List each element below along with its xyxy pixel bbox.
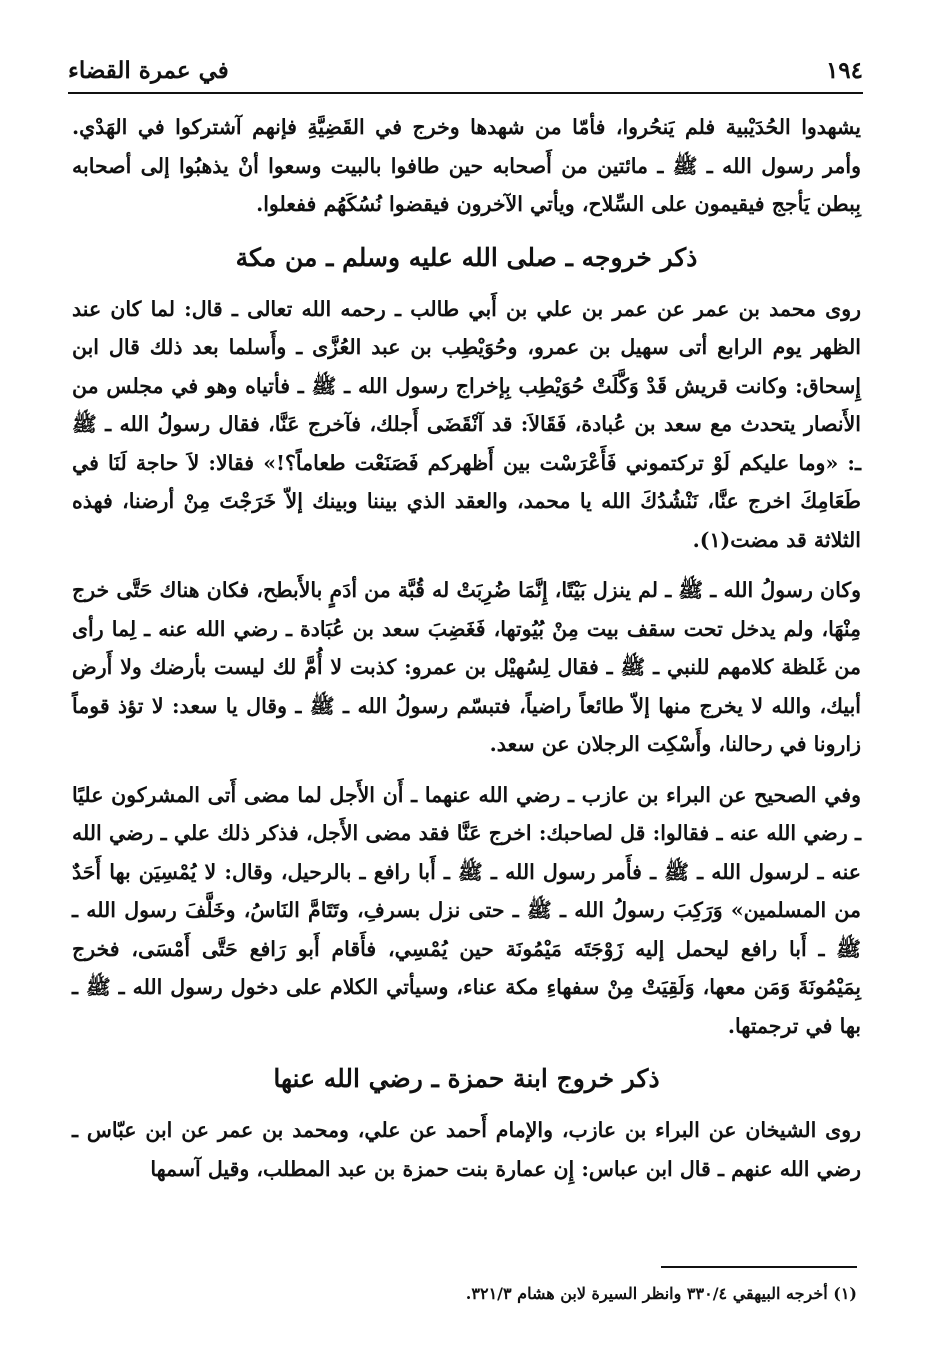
paragraph-departure-2: وكان رسولُ الله ـ ﷺ ـ لم ينزل بَيْتًا، إِنَّمَا ضُرِبَتْ له قُبَّة من أدَمٍ بالأَبطح، فكان هناك حَتَّى خرج مِنْهَا، ولم يدخل تحت سقف بيت مِنْ بُيُوتها، فَغَضِبَ سعد بن عُبَادة ـ رضي الله عنه ـ لِما رأى من غَلظة كلامهم للنبي ـ ﷺ ـ فقال لِسُهيْل بن عمرو: كذبت لا أُمَّ لك ليست بأرضك ولا أَرض أبيك، والله لا يخرج منها إلاّ طائعاً راضياً، فتبسّم رسولُ الله ـ ﷺ ـ وقال يا سعد: لا تؤذ قوماً زارونا في رحالنا، وأَسْكِت الرجلان عن سعد. — [72, 578, 861, 756]
section-heading-departure: ذكر خروجه ـ صلى الله عليه وسلم ـ من مكة — [235, 242, 698, 272]
page-header — [68, 48, 863, 94]
paragraph-hamza-daughter: روى الشيخان عن البراء بن عازب، والإمام أَحمد عن علي، ومحمد بن عمر عن ابن عبّاس ـ رضي الله عنهم ـ قال ابن عباس: إِن عمارة بنت حمزة بن عبد المطلب، وقيل آسمها — [72, 1118, 861, 1181]
page-body — [72, 108, 861, 1200]
section-heading-hamza-daughter: ذكر خروج ابنة حمزة ـ رضي الله عنها — [273, 1064, 660, 1093]
paragraph-departure-3: وفي الصحيح عن البراء بن عازب ـ رضي الله عنهما ـ أَن الأَجل لما مضى أَتى المشركون عليًا ـ رضي الله عنه ـ فقالوا: قل لصاحبك: اخرج عَنَّا فقد مضى الأَجل، فذكر ذلك علي ـ رضي الله عنه ـ لرسول الله ـ ﷺ ـ فأَمر رسول الله ـ ﷺ ـ أَبا رافع ـ بالرحيل، وقال: لا يُمْسِيَن بها أَحَدٌ من المسلمين» وَرَكِبَ رسولُ الله ـ ﷺ ـ حتى نزل بسرفِ، وتَتَامَّ النَاسُ، وخَلَّفَ رسول الله ـ ﷺ ـ أَبا رافع ليحمل إليه زَوْجَتَه مَيْمُونَة حين يُمْسِي، فأَقام أَبو رَافع حَتَّى أَمْسَى، فخرج بِمَيْمُونَةَ وَمَن معها، وَلَقِيَتْ مِنْ سفهاءِ مكة عناء، وسيأتي الكلام على دخول رسول الله ـ ﷺ ـ بها في ترجمتها. — [72, 782, 861, 1038]
paragraph-departure-1: روى محمد بن عمر عن عمر بن علي بن أَبي طالب ـ رحمه الله تعالى ـ قال: لما كان عند الظهر يوم الرابع أتى سهيل بن عمرو، وحُوَيْطِب بن عبد العُزَّى ـ وأَسلما بعد ذلك قال ابن إِسحاق: وكانت قريش قَدْ وَكَّلَتْ حُوَيْطِب بِإخراج رسول الله ـ ﷺ ـ فأتياه وهو في مجلس من الأَنصار يتحدث مع سعد بن عُبادة، فَقَالاَ: قد آنْقَضَى أَجلك، فآخرج عَنَّا، فقال رسولُ الله ـ ﷺ ـ: «وما عليكم لَوْ تركتموني فَأَعْرَسْت بين أَظهركم فَصَنَعْت طعاماً؟!» فقالا: لاَ حاجة لَنَا في طَعَامِكَ اخرج عنَّا، نَنْشُدُكَ الله يا محمد، والعقد الذي بيننا وبينك إلاّ خَرَجْتَ مِنْ أرضنا، فهذه الثلاثة قد مضت(١). — [72, 296, 861, 552]
footnote: (١) أخرجه البيهقي ٣٣٠/٤ وانظر السيرة لابن هشام ٣٢١/٣. — [465, 1284, 857, 1303]
page-number: ١٩٤ — [825, 56, 863, 84]
intro-paragraph: يشهدوا الحُدَيْبية فلم يَنحُروا، فأمّا من شهدها وخرج في القَضِيَّةِ فإنهم آشتركوا في الهَدْي. وأمر رسول الله ـ ﷺ ـ مائتين من أَصحابه حين طافوا بالبيت وسعوا أنْ يذهبُوا إلى أصحابه بِبطن يَأجج فيقيمون على السِّلاح، ويأتي الآخرون فيقضوا نُسُكَهُم ففعلوا. — [72, 115, 861, 216]
running-title: في عمرة القضاء — [68, 56, 229, 84]
footnote-separator — [661, 1266, 857, 1268]
